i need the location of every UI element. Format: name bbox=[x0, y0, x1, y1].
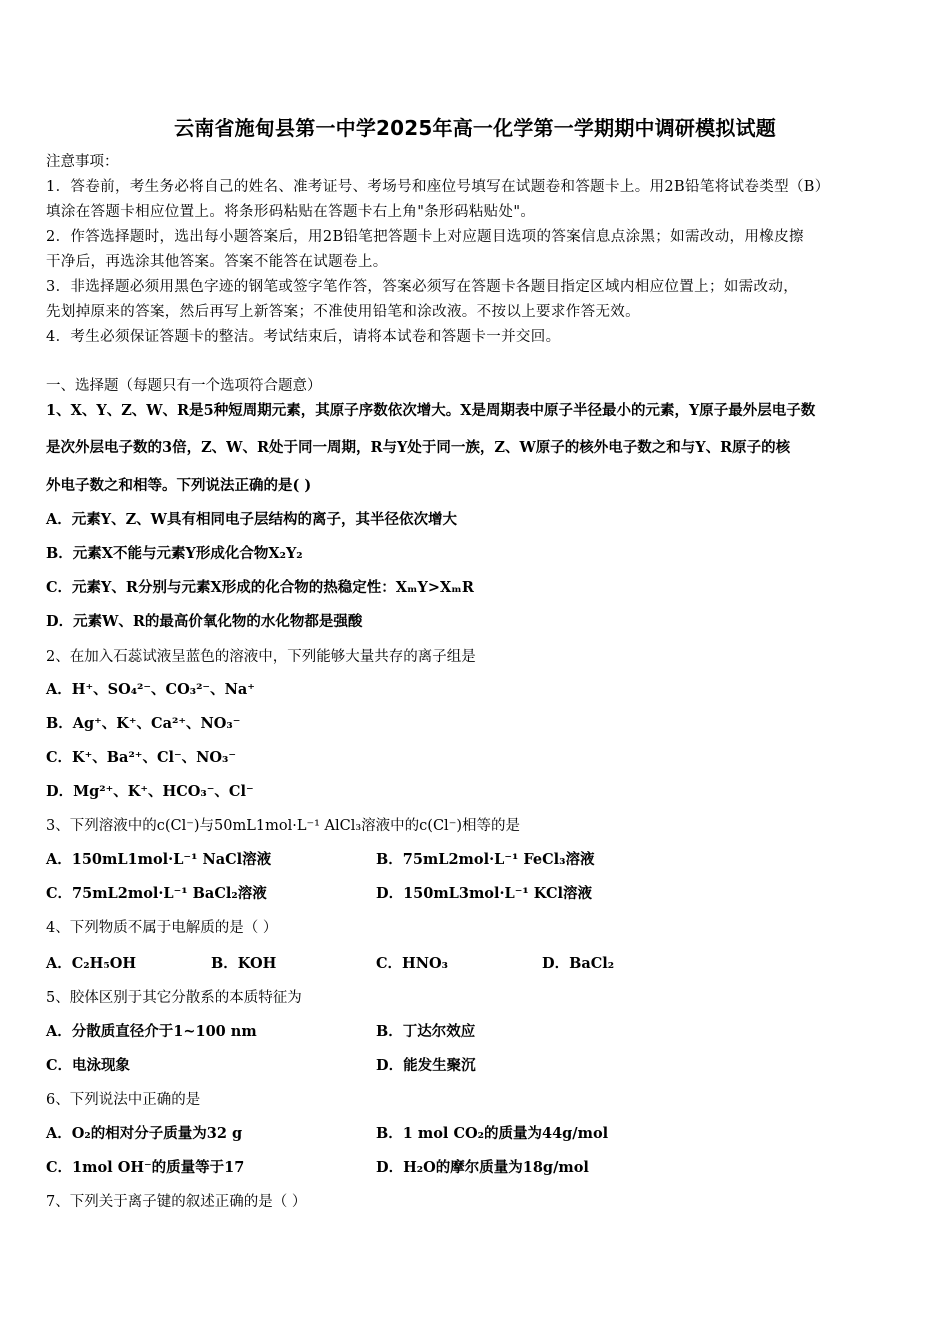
q6-option-c: C．1mol OH⁻的质量等于17 bbox=[46, 1159, 245, 1176]
q1-option-d: D．元素W、R的最高价氧化物的水化物都是强酸 bbox=[46, 613, 363, 630]
q1-stem-3: 外电子数之和相等。下列说法正确的是( ) bbox=[46, 477, 312, 494]
q2-option-d: D．Mg²⁺、K⁺、HCO₃⁻、Cl⁻ bbox=[46, 783, 254, 800]
q1-option-a: A．元素Y、Z、W具有相同电子层结构的离子，其半径依次增大 bbox=[46, 511, 457, 528]
q5-option-a: A．分散质直径介于1~100 nm bbox=[46, 1023, 257, 1040]
q3-option-d: D．150mL3mol·L⁻¹ KCl溶液 bbox=[376, 885, 593, 902]
q5-stem: 5、胶体区别于其它分散系的本质特征为 bbox=[46, 990, 302, 1006]
q3-option-c: C．75mL2mol·L⁻¹ BaCl₂溶液 bbox=[46, 885, 267, 902]
q4-option-a: A．C₂H₅OH bbox=[46, 955, 137, 972]
q3-stem: 3、下列溶液中的c(Cl⁻)与50mL1mol·L⁻¹ AlCl₃溶液中的c(Cl⁻)相等的是 bbox=[46, 818, 521, 834]
q1-option-b: B．元素X不能与元素Y形成化合物X₂Y₂ bbox=[46, 545, 303, 562]
notice-line-4: 干净后，再选涂其他答案。答案不能答在试题卷上。 bbox=[46, 254, 388, 270]
notice-line-5: 3．非选择题必须用黑色字迹的钢笔或签字笔作答，答案必须写在答题卡各题目指定区域内相应位置上；如需改动， bbox=[46, 279, 799, 295]
section-heading: 一、选择题（每题只有一个选项符合题意） bbox=[46, 378, 322, 394]
q2-stem: 2、在加入石蕊试液呈蓝色的溶液中，下列能够大量共存的离子组是 bbox=[46, 649, 476, 665]
q4-option-d: D．BaCl₂ bbox=[542, 955, 615, 972]
q1-option-c: C．元素Y、R分别与元素X形成的化合物的热稳定性：XₘY>XₘR bbox=[46, 579, 474, 596]
notice-line-1: 1．答卷前，考生务必将自己的姓名、准考证号、考场号和座位号填写在试题卷和答题卡上。用2B铅笔将试卷类型（B） bbox=[46, 179, 830, 195]
q2-option-c: C．K⁺、Ba²⁺、Cl⁻、NO₃⁻ bbox=[46, 749, 237, 766]
q4-stem: 4、下列物质不属于电解质的是（ ） bbox=[46, 920, 278, 936]
q6-option-b: B．1 mol CO₂的质量为44g/mol bbox=[376, 1125, 609, 1142]
q6-stem: 6、下列说法中正确的是 bbox=[46, 1092, 201, 1108]
page-title: 云南省施甸县第一中学2025年高一化学第一学期期中调研模拟试题 bbox=[174, 116, 776, 140]
notice-line-7: 4．考生必须保证答题卡的整洁。考试结束后，请将本试卷和答题卡一并交回。 bbox=[46, 329, 561, 345]
q1-stem-1: 1、X、Y、Z、W、R是5种短周期元素，其原子序数依次增大。X是周期表中原子半径最小的元素，Y原子最外层电子数 bbox=[46, 402, 816, 419]
q1-stem-2: 是次外层电子数的3倍，Z、W、R处于同一周期，R与Y处于同一族，Z、W原子的核外电子数之和与Y、R原子的核 bbox=[46, 439, 791, 456]
q5-option-b: B．丁达尔效应 bbox=[376, 1023, 476, 1040]
q2-option-b: B．Ag⁺、K⁺、Ca²⁺、NO₃⁻ bbox=[46, 715, 241, 732]
q2-option-a: A．H⁺、SO₄²⁻、CO₃²⁻、Na⁺ bbox=[46, 681, 255, 698]
q5-option-c: C．电泳现象 bbox=[46, 1057, 131, 1074]
notice-line-3: 2．作答选择题时，选出每小题答案后，用2B铅笔把答题卡上对应题目选项的答案信息点涂黑；如需改动，用橡皮擦 bbox=[46, 229, 804, 245]
q3-option-a: A．150mL1mol·L⁻¹ NaCl溶液 bbox=[46, 851, 272, 868]
q4-option-b: B．KOH bbox=[211, 955, 277, 972]
notice-line-2: 填涂在答题卡相应位置上。将条形码粘贴在答题卡右上角"条形码粘贴处"。 bbox=[46, 204, 536, 220]
q6-option-a: A．O₂的相对分子质量为32 g bbox=[46, 1125, 243, 1142]
q3-option-b: B．75mL2mol·L⁻¹ FeCl₃溶液 bbox=[376, 851, 595, 868]
q5-option-d: D．能发生聚沉 bbox=[376, 1057, 476, 1074]
q7-stem: 7、下列关于离子键的叙述正确的是（ ） bbox=[46, 1194, 307, 1210]
q6-option-d: D．H₂O的摩尔质量为18g/mol bbox=[376, 1159, 589, 1176]
notice-heading: 注意事项： bbox=[46, 154, 119, 170]
notice-line-6: 先划掉原来的答案，然后再写上新答案；不准使用铅笔和涂改液。不按以上要求作答无效。 bbox=[46, 304, 640, 320]
q4-option-c: C．HNO₃ bbox=[376, 955, 448, 972]
